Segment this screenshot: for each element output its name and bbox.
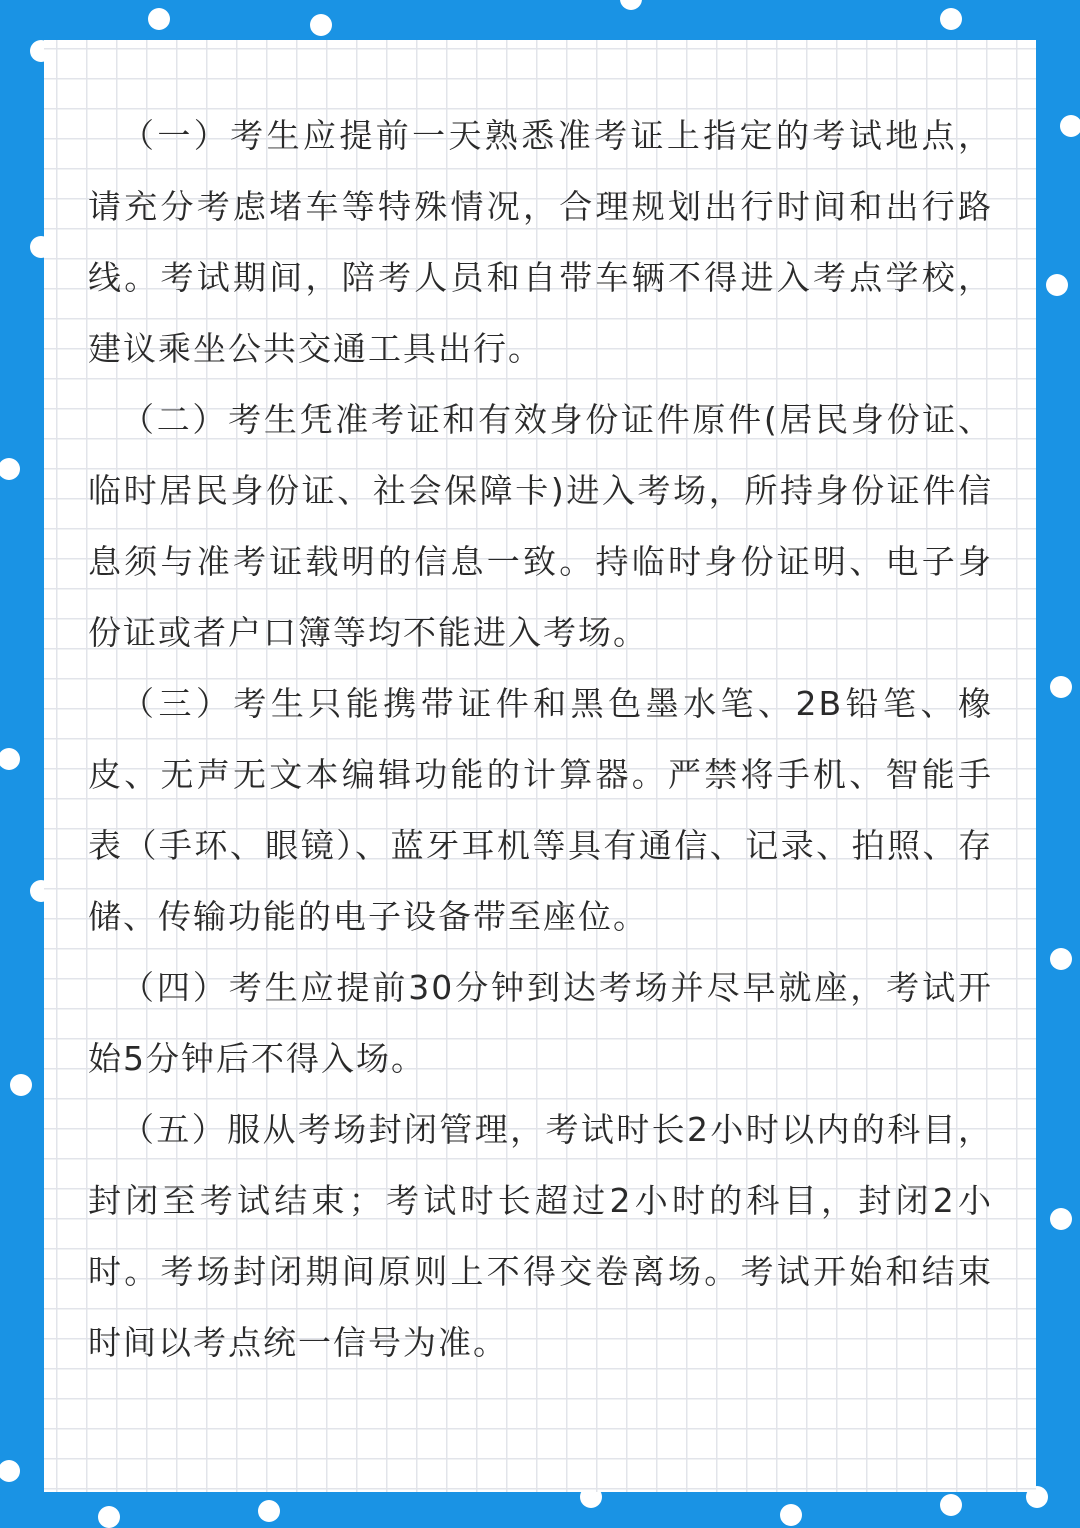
- rule-paragraph-3: （三）考生只能携带证件和黑色墨水笔、2B铅笔、橡皮、无声无文本编辑功能的计算器。严禁将手机、智能手表（手环、眼镜）、蓝牙耳机等具有通信、记录、拍照、存储、传输功能的电子设备带至座位。: [88, 684, 993, 936]
- decor-dot: [10, 1074, 32, 1096]
- decor-dot: [1046, 274, 1068, 296]
- decor-dot: [0, 748, 20, 770]
- rule-paragraph-2: （二）考生凭准考证和有效身份证件原件(居民身份证、临时居民身份证、社会保障卡)进入考场，所持身份证件信息须与准考证载明的信息一致。持临时身份证明、电子身份证或者户口簿等均不能进入考场。: [88, 400, 993, 652]
- decor-dot: [1050, 676, 1072, 698]
- rule-paragraph-1: （一）考生应提前一天熟悉准考证上指定的考试地点，请充分考虑堵车等特殊情况，合理规划出行时间和出行路线。考试期间，陪考人员和自带车辆不得进入考点学校，建议乘坐公共交通工具出行。: [88, 116, 993, 368]
- rule-paragraph-4: （四）考生应提前30分钟到达考场并尽早就座，考试开始5分钟后不得入场。: [88, 968, 993, 1078]
- decor-dot: [310, 14, 332, 36]
- decor-dot: [1060, 115, 1080, 137]
- decor-dot: [940, 1494, 962, 1516]
- rule-paragraph-5: （五）服从考场封闭管理，考试时长2小时以内的科目，封闭至考试结束；考试时长超过2小时的科目，封闭2小时。考场封闭期间原则上不得交卷离场。考试开始和结束时间以考点统一信号为准。: [88, 1110, 993, 1362]
- notice-text: [88, 100, 993, 1378]
- decor-dot: [620, 0, 642, 10]
- decor-dot: [780, 1504, 802, 1526]
- decor-dot: [940, 8, 962, 30]
- decor-dot: [1050, 1208, 1072, 1230]
- decor-dot: [258, 1500, 280, 1522]
- decor-dot: [0, 458, 20, 480]
- grid-paper-card: [44, 40, 1036, 1492]
- decor-dot: [98, 1506, 120, 1528]
- decor-dot: [1050, 948, 1072, 970]
- decor-dot: [148, 8, 170, 30]
- decor-dot: [0, 1460, 20, 1482]
